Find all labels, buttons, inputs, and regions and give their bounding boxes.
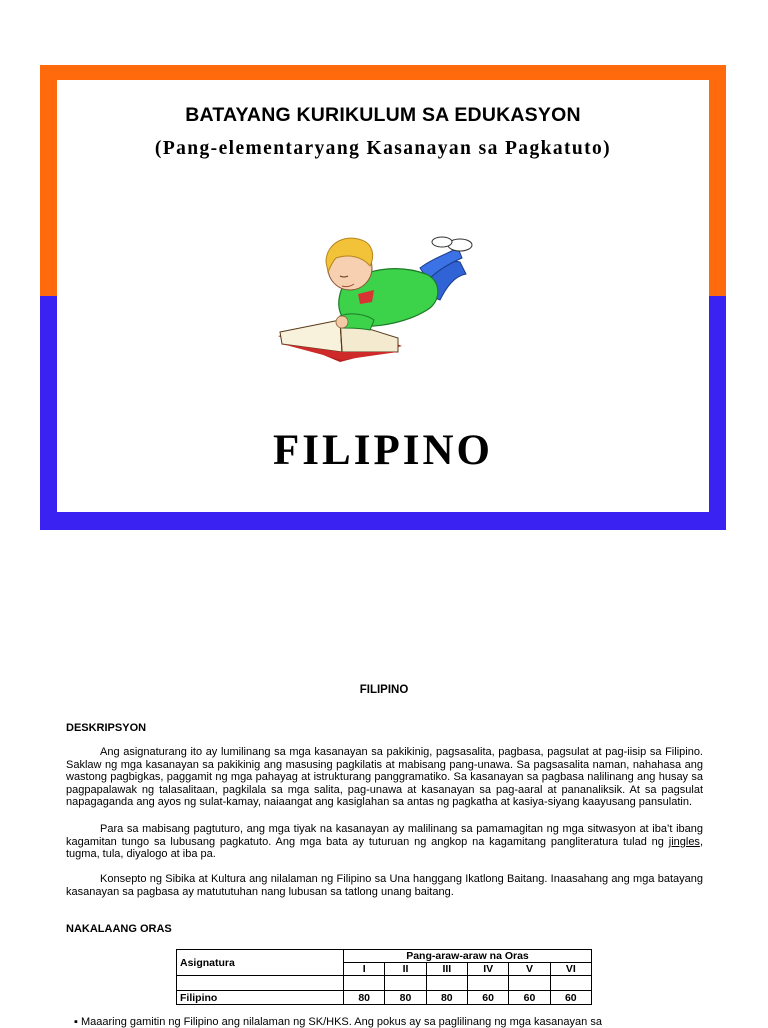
description-paragraph-2-text-a: Para sa mabisang pagtuturo, ang mga tiyak na kasanayan ay malilinang sa pamamagitan ng mga sitwasyon at iba’t ibang kagamitan tungo sa lubusang pagkatuto. Ang mga bata ay tuturuan ng angkop na kagamitang pangliteratura tulad ng: [66, 823, 703, 848]
bullet-note: ▪ Maaaring gamitin ng Filipino ang nilalaman ng SK/HKS. Ang pokus ay sa paglilinang ng mga kasanayan sa: [74, 1016, 602, 1028]
grade-header: II: [385, 963, 426, 976]
description-paragraph-1-text: Ang asignaturang ito ay lumilinang sa mga kasanayan sa pakikinig, pagsasalita, pagbasa, pagsulat at pag-iisip sa Filipino. Saklaw ng mga kasanayan sa pakikinig ang masusing pagkilatis at mabisang pang-unawa. Sa pagsasalita naman, nahahasa ang wastong pagbigkas, paggamit ng mga pahayag at istrukturang panggramatiko. Sa kasanayan sa pagbasa nalilinang ang husay sa pagpapalawak ng talasalitaan, pagkilala sa mga salita, pag-unawa at kasanayan sa pag-aaral at pananaliksik. At sa pagsulat napagaganda ang ayos ng sulat-kamay, naiaangat ang kasiglahan sa antas ng pagkatha at kasiya-siyang kaayusang pansulatin.: [66, 746, 703, 809]
description-paragraph-3-text: Konsepto ng Sibika at Kultura ang nilalaman ng Filipino sa Una hanggang Ikatlong Baitang. Inaasahang ang mga batayang kasanayan sa pagbasa ay matututuhan nang lubusan sa tatlong unang baitang.: [66, 873, 703, 898]
cover-title: BATAYANG KURIKULUM SA EDUKASYON: [185, 104, 581, 126]
table-cell: 60: [467, 991, 508, 1005]
description-paragraph-1: [66, 746, 703, 809]
grade-header: V: [509, 963, 550, 976]
description-paragraph-2-text-b: , tugma, tula, diyalogo at iba pa.: [66, 835, 703, 861]
cover-subtitle: (Pang-elementaryang Kasanayan sa Pagkatuto): [154, 138, 612, 159]
table-cell: 60: [509, 991, 550, 1005]
document-heading: FILIPINO: [359, 684, 409, 696]
table-cell: 80: [344, 991, 385, 1005]
description-paragraph-2: [66, 823, 703, 861]
grade-header: I: [344, 963, 385, 976]
hours-table: [176, 949, 592, 1005]
grade-header: VI: [550, 963, 591, 976]
grade-header: III: [426, 963, 467, 976]
row-subject: Filipino: [177, 991, 344, 1005]
hours-heading: NAKALAANG ORAS: [66, 923, 172, 935]
description-heading: DESKRIPSYON: [66, 722, 147, 734]
table-row: [177, 991, 592, 1005]
cover-subject-title: FILIPINO: [273, 427, 493, 474]
cover-frame-corner: [709, 512, 726, 526]
table-cell: 80: [426, 991, 467, 1005]
table-cell: 60: [550, 991, 591, 1005]
description-paragraph-3: [66, 873, 703, 898]
grade-header: IV: [467, 963, 508, 976]
column-group-header: Pang-araw-araw na Oras: [344, 950, 592, 963]
table-cell: 80: [385, 991, 426, 1005]
column-header-asignatura: Asignatura: [177, 950, 344, 976]
boy-reading-book-clipart: [270, 228, 480, 370]
jingles-term: jingles: [668, 835, 700, 848]
